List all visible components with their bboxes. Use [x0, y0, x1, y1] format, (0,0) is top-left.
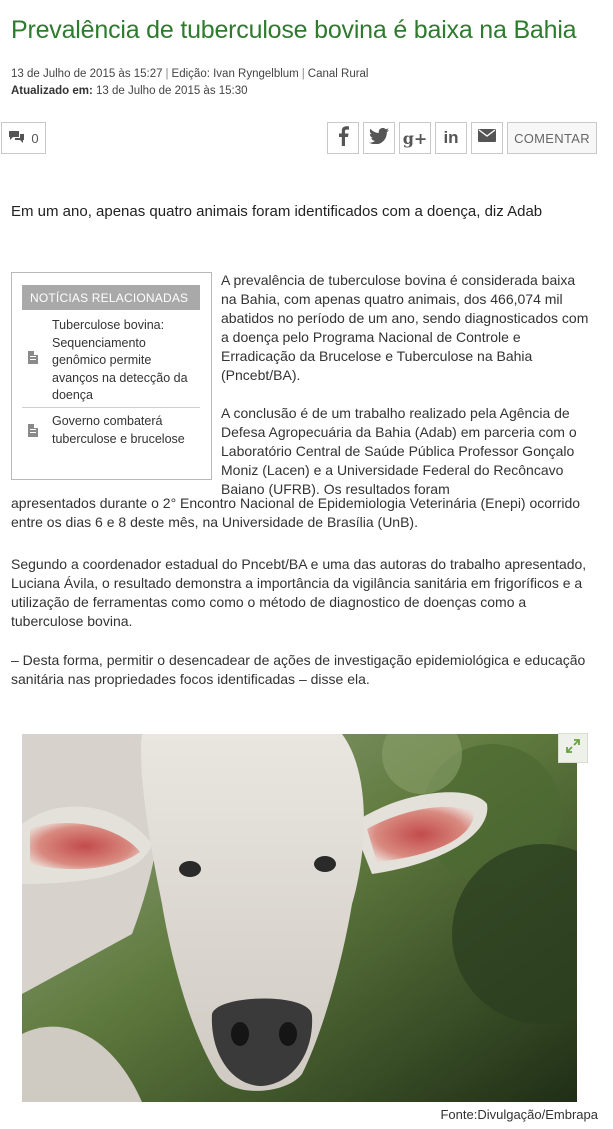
- facebook-share-button[interactable]: [327, 122, 359, 154]
- expand-arrows-icon: [566, 739, 580, 758]
- related-news-link[interactable]: Governo combaterá tuberculose e brucelose: [52, 414, 185, 446]
- comments-count-button[interactable]: [1, 122, 46, 154]
- twitter-icon: [369, 128, 389, 149]
- email-share-button[interactable]: [471, 122, 503, 154]
- article-paragraph: A conclusão é de um trabalho realizado pela Agência de Defesa Agropecuária da Bahia (Adab) em parceria com o Laboratório Central de Saúde Pública Professor Gonçalo Moniz (Lacen) e a Universidade Federal do Recôncavo Baiano (UFRB). Os resultados foram: [221, 405, 577, 497]
- publish-date: 13 de Julho de 2015 às 15:27: [11, 68, 163, 80]
- twitter-share-button[interactable]: [363, 122, 395, 154]
- speech-bubbles-icon: [8, 130, 25, 147]
- related-news-box: [11, 272, 212, 480]
- google-plus-share-button[interactable]: [399, 122, 431, 154]
- updated-label: Atualizado em:: [11, 85, 93, 97]
- article-photo[interactable]: [22, 734, 577, 1102]
- related-news-item[interactable]: [22, 413, 200, 453]
- comentar-button[interactable]: COMENTAR: [507, 122, 597, 154]
- meta-separator: |: [301, 68, 305, 80]
- related-news-item[interactable]: [22, 317, 200, 403]
- expand-image-button[interactable]: [558, 733, 588, 763]
- article-title: Prevalência de tuberculose bovina é baixa na Bahia: [11, 16, 577, 44]
- email-icon: [478, 129, 496, 147]
- meta-separator: |: [165, 68, 169, 80]
- related-news-header: NOTÍCIAS RELACIONADAS: [22, 285, 200, 310]
- updated-date: 13 de Julho de 2015 às 15:30: [96, 85, 248, 97]
- article-paragraph: – Desta forma, permitir o desencadear de ações de investigação epidemiológica e educação sanitária nas propriedades focos identificadas – disse ela.: [11, 652, 586, 687]
- article-paragraph: A prevalência de tuberculose bovina é considerada baixa na Bahia, com apenas quatro animais, dos 466,074 mil abatidos no período de um ano, sendo diagnosticados com a doença pelo Programa Nacional de Controle e Erradicação da Brucelose e Tuberculose na Bahia (Pncebt/BA).: [221, 272, 589, 383]
- document-icon: [28, 424, 38, 437]
- channel-link[interactable]: Canal Rural: [307, 68, 369, 80]
- cow-photo-illustration: [22, 734, 577, 1102]
- article-paragraph: Segundo a coordenador estadual do Pncebt/BA e uma das autoras do trabalho apresentado, Luciana Ávila, o resultado demonstra a importância da vigilância sanitária em frigoríficos e a utilização de ferramentas como como o método de diagnostico de doenças como a tuberculose bovina.: [11, 556, 587, 629]
- image-caption: Fonte:Divulgação/Embrapa: [440, 1107, 598, 1122]
- comment-count: 0: [31, 130, 39, 146]
- related-news-link[interactable]: Tuberculose bovina: Sequenciamento genômico permite avanços na detecção da doença: [52, 318, 188, 402]
- linkedin-icon: in: [443, 128, 459, 147]
- linkedin-share-button[interactable]: [435, 122, 467, 154]
- article-lead: Em um ano, apenas quatro animais foram identificados com a doença, diz Adab: [11, 203, 543, 220]
- google-plus-icon: g+: [402, 128, 428, 148]
- article-meta: [11, 66, 369, 100]
- related-divider: [22, 407, 200, 408]
- document-icon: [28, 351, 38, 364]
- facebook-icon: [336, 126, 350, 151]
- edition-credit: Edição: Ivan Ryngelblum: [171, 68, 299, 80]
- article-paragraph: apresentados durante o 2° Encontro Nacional de Epidemiologia Veterinária (Enepi) ocorrido entre os dias 6 e 8 deste mês, na Universidade de Brasília (UnB).: [11, 495, 581, 530]
